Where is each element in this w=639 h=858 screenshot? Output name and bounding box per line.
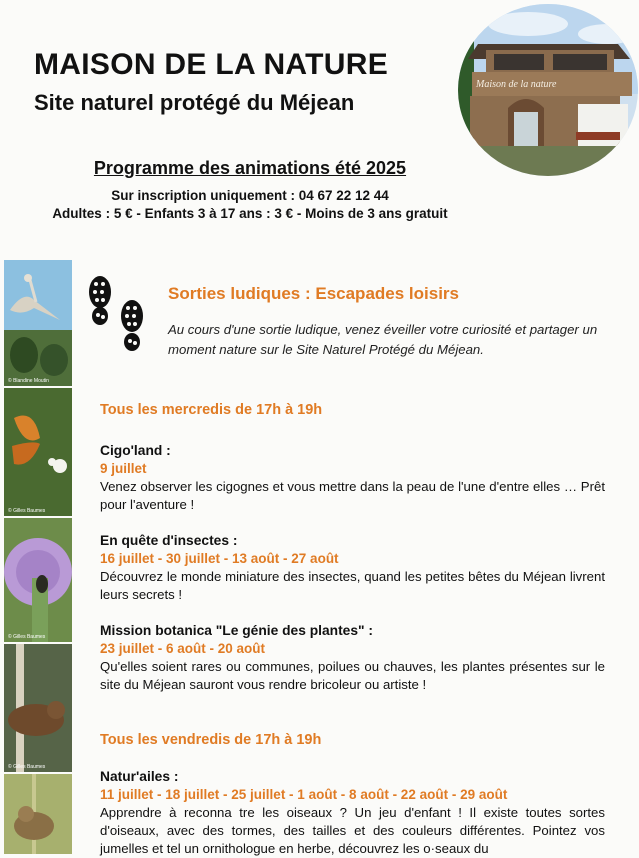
- activity-dates: 11 juillet - 18 juillet - 25 juillet - 1 août - 8 août - 22 août - 29 août: [100, 787, 508, 802]
- activity-description: Qu'elles soient rares ou communes, poilues ou chauves, les plantes présentes sur le site du Méjean sauront vous rendre bricoleur ou artiste !: [100, 659, 605, 692]
- prices-info: Adultes : 5 € - Enfants 3 à 17 ans : 3 € - Moins de 3 ans gratuit: [52, 206, 448, 221]
- activity-description: Découvrez le monde miniature des insectes, quand les petites bêtes du Méjean livrent leurs secrets !: [100, 569, 605, 602]
- activity-name: Natur'ailes :: [100, 769, 179, 784]
- section-title: Sorties ludiques : Escapades loisirs: [168, 284, 459, 303]
- photo-credit: © Blandine Moutin: [8, 378, 49, 384]
- activity-block: [100, 622, 605, 694]
- photo-credit: © Gilles Baumes: [8, 634, 46, 640]
- bird-photo: [4, 644, 72, 772]
- warbler-photo: [4, 774, 72, 854]
- photo-credit: © Gilles Baumes: [8, 764, 46, 770]
- activity-block: [100, 768, 605, 858]
- activity-dates: 16 juillet - 30 juillet - 13 août - 27 août: [100, 551, 339, 566]
- activity-dates: 23 juillet - 6 août - 20 août: [100, 641, 266, 656]
- footprints-icon: [86, 272, 150, 356]
- schedule-title: Tous les vendredis de 17h à 19h: [100, 732, 322, 748]
- page-subtitle: Site naturel protégé du Méjean: [34, 90, 355, 115]
- thistle-photo: [4, 518, 72, 642]
- activity-name: Cigo'land :: [100, 443, 171, 458]
- building-photo: [458, 4, 638, 176]
- programme-title: Programme des animations été 2025: [93, 158, 407, 178]
- heron-photo: [4, 260, 72, 386]
- page-title: MAISON DE LA NATURE: [34, 48, 389, 81]
- photo-strip: [4, 260, 72, 854]
- activity-name: En quête d'insectes :: [100, 533, 238, 548]
- activity-dates: 9 juillet: [100, 461, 147, 476]
- building-sign-text: Maison de la nature: [476, 79, 557, 90]
- schedule-title: Tous les mercredis de 17h à 19h: [100, 402, 323, 418]
- activity-description: Venez observer les cigognes et vous mettre dans la peau de l'une d'entre elles … Prêt pour l'aventure !: [100, 479, 605, 512]
- inscription-info: Sur inscription uniquement : 04 67 22 12 44: [111, 188, 389, 203]
- activity-description: Apprendre à reconna tre les oiseaux ? Un jeu d'enfant ! Il existe toutes sortes d'oiseaux, avec des tormes, des tailles et des couleurs différentes. Pointez vos jumelles et tel un ornithologue en herbe, découvrez les o·seaux du: [100, 805, 605, 856]
- butterfly-photo: [4, 388, 72, 516]
- section-intro: Au cours d'une sortie ludique, venez éveiller votre curiosité et partager un moment nature sur le Site Naturel Protégé du Méjean.: [168, 322, 598, 357]
- photo-credit: © Gilles Baumes: [8, 508, 46, 514]
- activity-block: [100, 532, 605, 604]
- activity-name: Mission botanica "Le génie des plantes" :: [100, 623, 373, 638]
- activity-block: [100, 442, 605, 514]
